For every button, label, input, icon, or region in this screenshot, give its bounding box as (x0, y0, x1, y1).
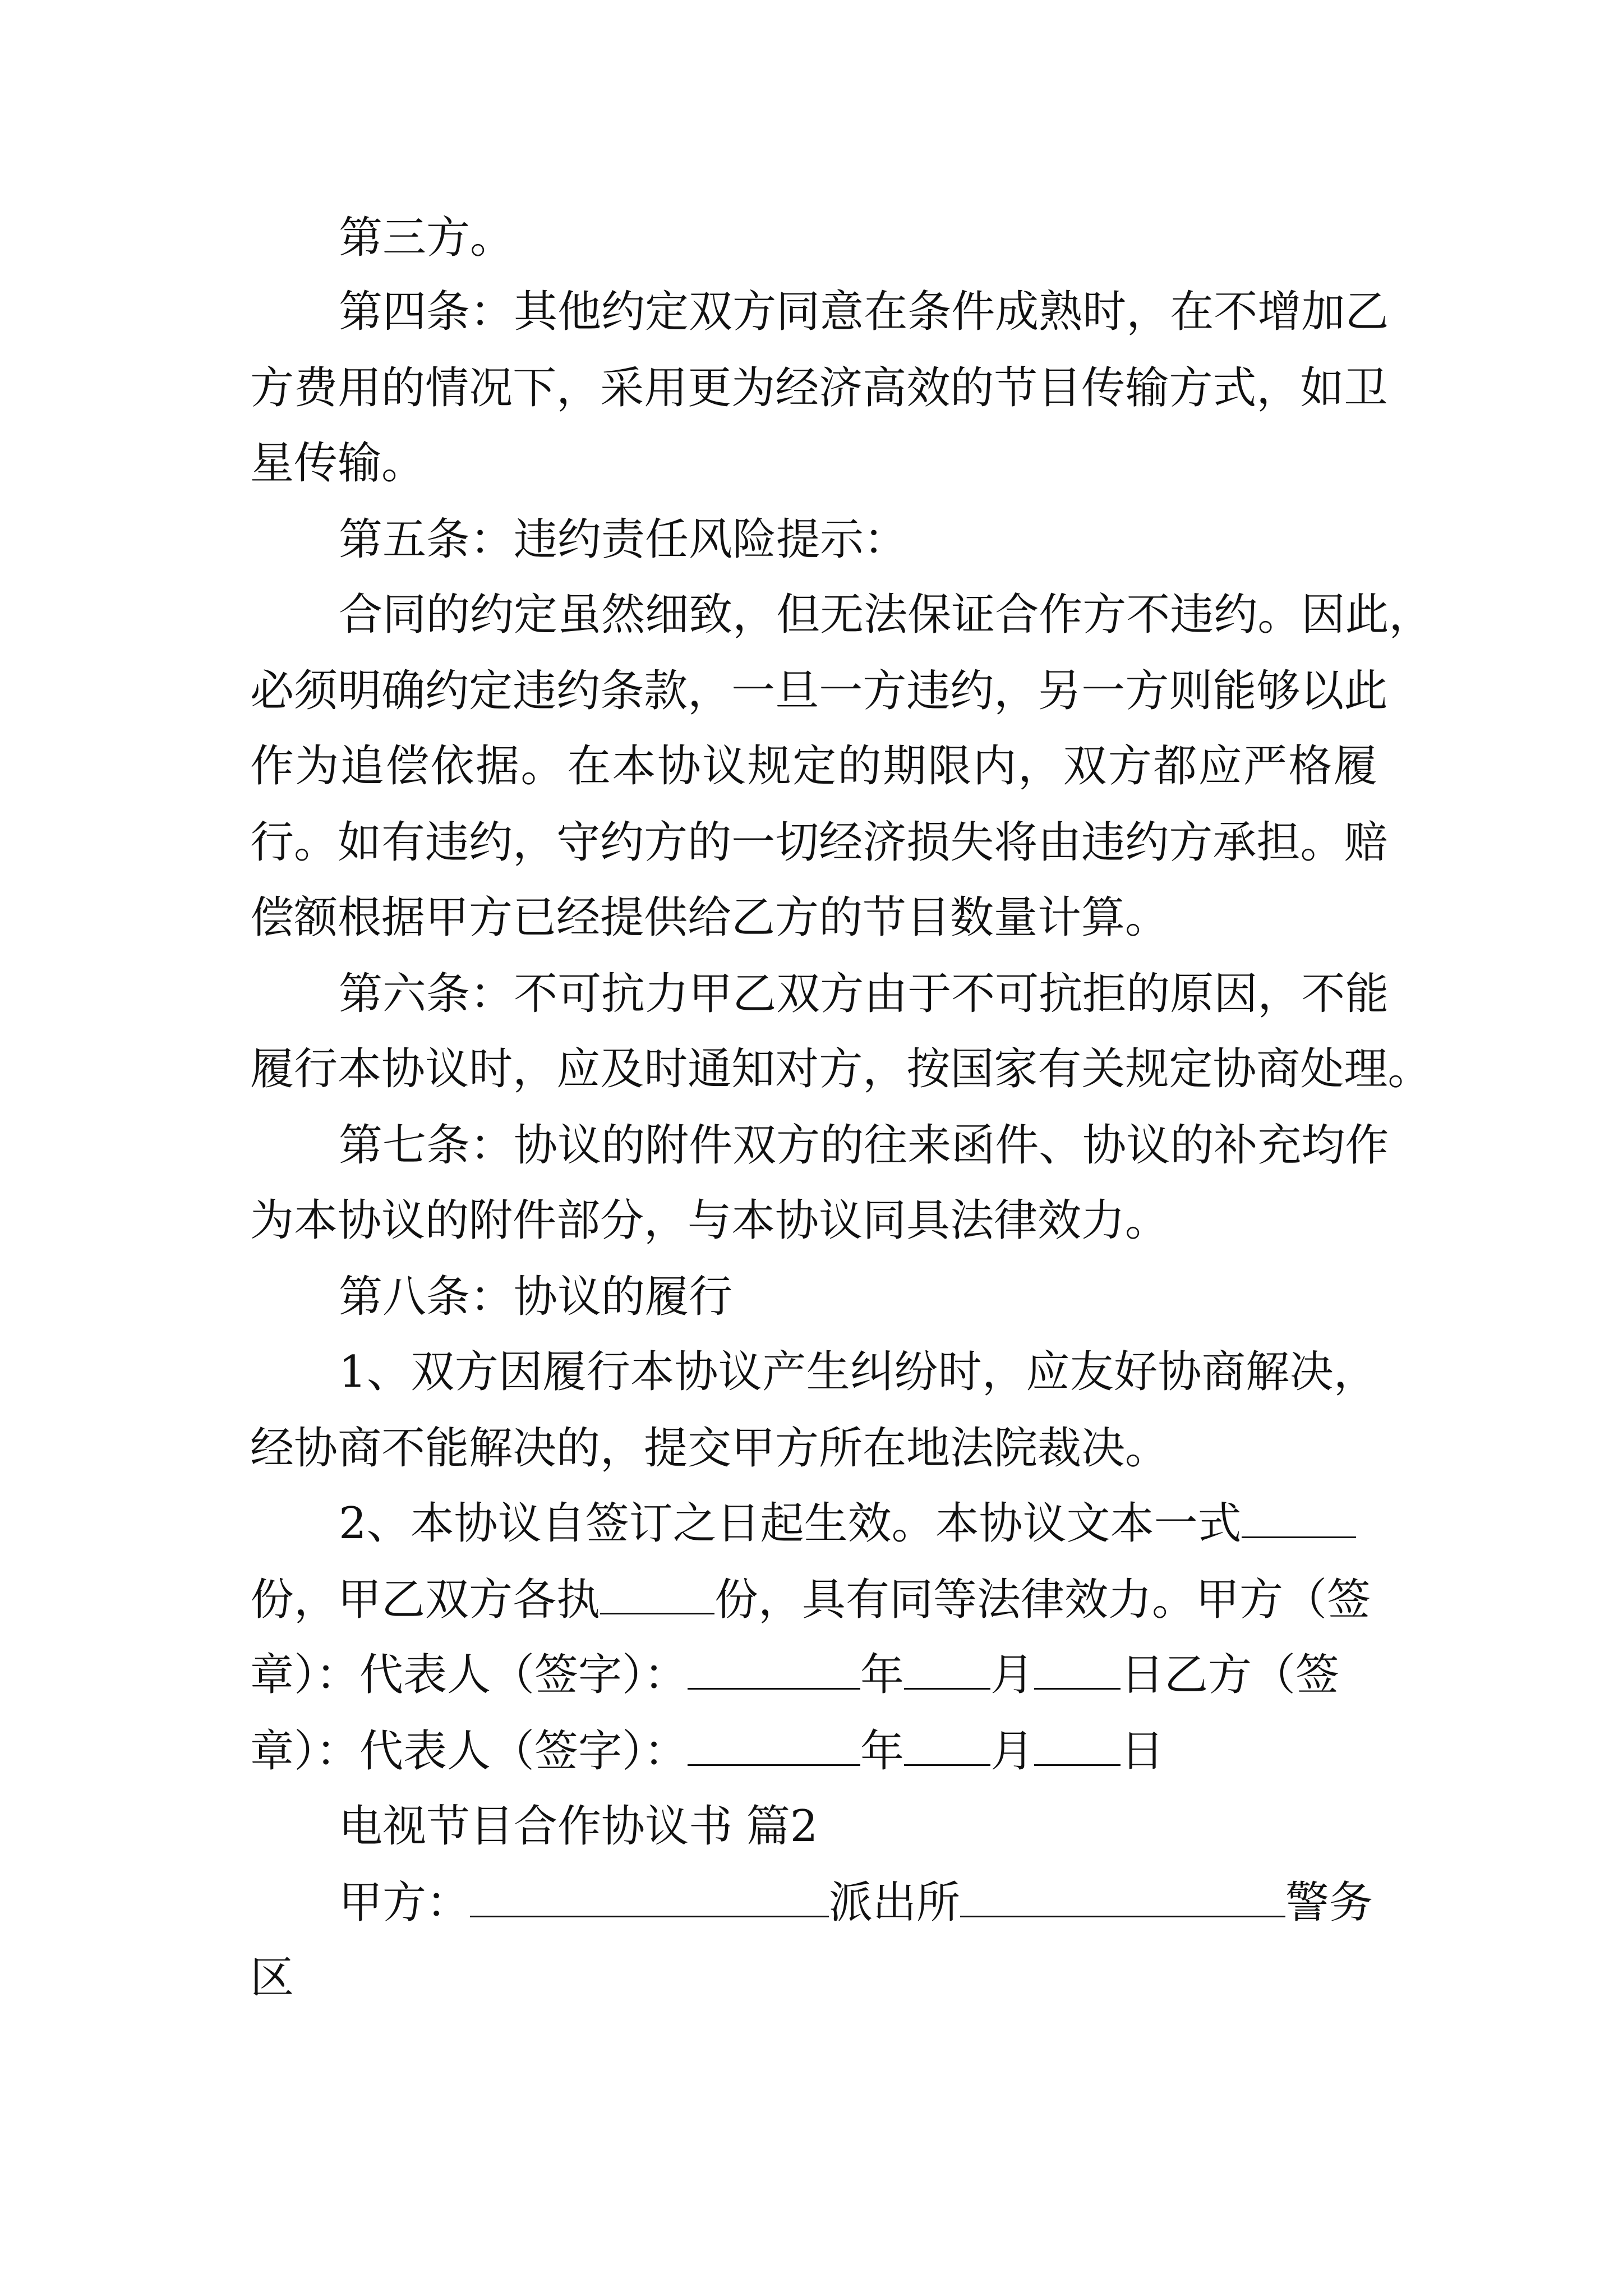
paragraph-line: 第 四 条 ： 其 他 约 定 双 方 同 意 在 条 件 成 熟 时 ， 在 不 增 加 乙 (339, 287, 1389, 337)
paragraph-line: 星传输。 (250, 438, 426, 489)
month-blank (904, 1725, 990, 1766)
paragraph-line: 作 为 追 偿 依 据 。 在 本 协 议 规 定 的 期 限 内 ， 双 方 都 应 严 格 履 (250, 741, 1377, 792)
paragraph-line: 方 费 用 的 情 况 下 ， 采 用 更 为 经 济 高 效 的 节 目 传 输 方 式 ， 如 卫 (250, 363, 1388, 413)
month-label: 月 (990, 1726, 1035, 1777)
copies-clause-text: 份，甲乙双方各执 (250, 1575, 601, 1625)
day-party-b-label: 日乙方（签 (1121, 1650, 1340, 1700)
paragraph-line: 第五条：违约责任风险提示： (339, 514, 908, 565)
day-blank (1034, 1725, 1121, 1766)
paragraph-line: 第 六 条 ： 不 可 抗 力 甲 乙 双 方 由 于 不 可 抗 拒 的 原 因 ， 不 能 (339, 969, 1389, 1019)
paragraph-line: 经协商不能解决的，提交甲方所在地法院裁决。 (250, 1423, 1169, 1474)
month-blank (904, 1649, 990, 1690)
paragraph-line: 履 行 本 协 议 时 ， 应 及 时 通 知 对 方 ， 按 国 家 有 关 规 定 协 商 处 理 。 (250, 1044, 1432, 1094)
copies-clause-text: 份，具有同等法律效力。甲方（签 (714, 1575, 1371, 1625)
year-label: 年 (860, 1726, 905, 1777)
paragraph-line: 第三方。 (339, 213, 514, 263)
year-blank (688, 1725, 860, 1766)
paragraph-line: 合 同 的 约 定 虽 然 细 致 ， 但 无 法 保 证 合 作 方 不 违 约 。 因 此 ， (339, 590, 1433, 640)
month-label: 月 (990, 1650, 1035, 1700)
paragraph-line: 第 七 条 ： 协 议 的 附 件 双 方 的 往 来 函 件 、 协 议 的 补 充 均 作 (339, 1120, 1389, 1171)
paragraph-line: 1 、 双 方 因 履 行 本 协 议 产 生 纠 纷 时 ， 应 友 好 协 商 解 决 ， (339, 1347, 1377, 1397)
paragraph-line: 为本协议的附件部分，与本协议同具法律效力。 (250, 1195, 1169, 1246)
signature-line (250, 1724, 1377, 1778)
copies-clause-line (339, 1497, 1377, 1550)
copies-clause-text: 2、本协议自签订之日起生效。本协议文本一式 (339, 1498, 1242, 1549)
section-title: 电视节目合作协议书 篇2 (339, 1801, 818, 1852)
party-a-blank (470, 1876, 829, 1917)
paragraph-line: 行 。 如 有 违 约 ， 守 约 方 的 一 切 经 济 损 失 将 由 违 约 方 承 担 。 赔 (250, 817, 1388, 868)
party-a-label: 甲方： (339, 1878, 471, 1928)
year-blank (688, 1649, 860, 1690)
paragraph-line: 区 (250, 1953, 294, 2003)
copies-each-blank (600, 1573, 714, 1614)
police-station-blank (960, 1876, 1285, 1917)
paragraph-line: 必 须 明 确 约 定 违 约 条 款 ， 一 旦 一 方 违 约 ， 另 一 方 则 能 够 以 此 (250, 666, 1388, 716)
district-label: 警务 (1285, 1878, 1373, 1928)
signature-label: 章）：代表人（签字）： (250, 1726, 688, 1777)
copies-total-blank (1242, 1497, 1356, 1538)
day-blank (1034, 1649, 1121, 1690)
copies-clause-line (250, 1573, 1377, 1627)
signature-line (250, 1648, 1377, 1702)
signature-label: 章）：代表人（签字）： (250, 1650, 688, 1700)
paragraph-line: 第八条：协议的履行 (339, 1272, 733, 1322)
year-label: 年 (860, 1650, 905, 1700)
day-label: 日 (1121, 1726, 1165, 1777)
party-a-line (339, 1876, 1377, 1930)
police-station-label: 派出所 (829, 1878, 961, 1928)
paragraph-line: 偿额根据甲方已经提供给乙方的节目数量计算。 (250, 892, 1169, 943)
